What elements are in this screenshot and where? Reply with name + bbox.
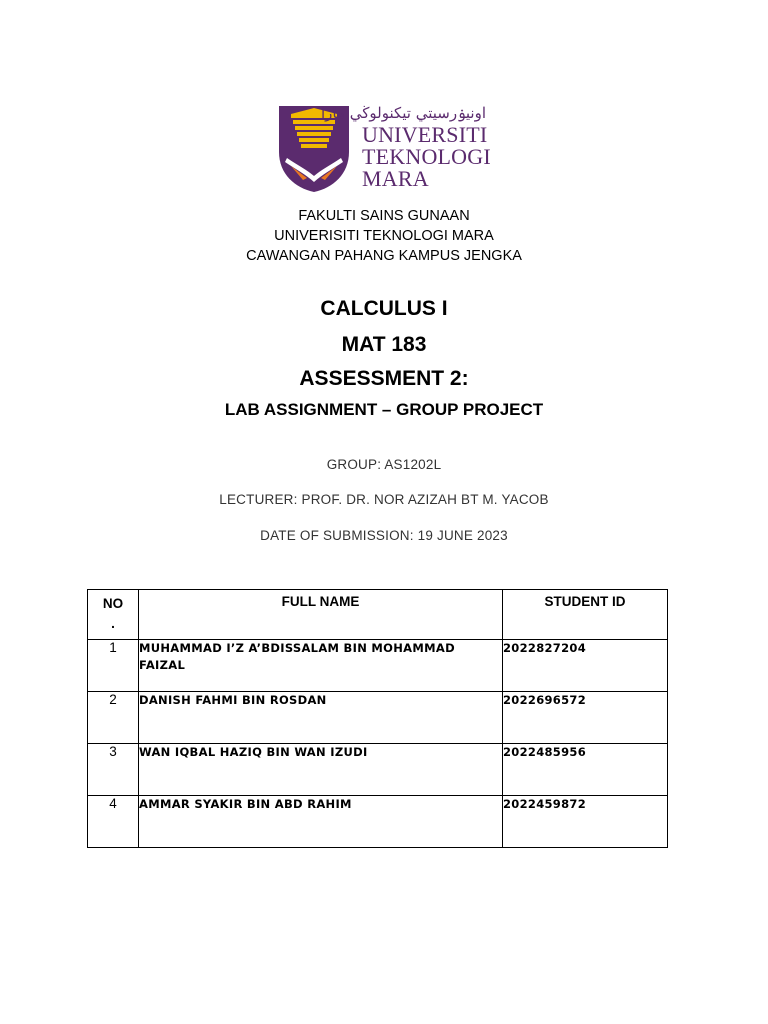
university-name: UNIVERISITI TEKNOLOGI MARA <box>274 228 494 244</box>
student-id: 2022459872 <box>503 796 668 848</box>
row-number: 4 <box>88 796 139 848</box>
table-row <box>88 640 668 692</box>
table-header-row <box>88 590 668 640</box>
assignment-subtitle: LAB ASSIGNMENT – GROUP PROJECT <box>224 400 544 419</box>
header-full-name: FULL NAME <box>139 590 503 640</box>
row-number: 2 <box>88 692 139 744</box>
member-table <box>87 589 668 848</box>
jawi-university-name: اونيۏرسيتي تيكنولوڬي مارا <box>320 104 486 122</box>
assessment-title: ASSESSMENT 2: <box>299 367 469 390</box>
submission-date: DATE OF SUBMISSION: 19 JUNE 2023 <box>260 528 508 543</box>
table-row <box>88 692 668 744</box>
university-wordmark <box>362 124 491 190</box>
header-student-id: STUDENT ID <box>503 590 668 640</box>
wordmark-line-2: TEKNOLOGI <box>362 144 491 169</box>
faculty-name: FAKULTI SAINS GUNAAN <box>298 208 470 224</box>
row-number: 1 <box>88 640 139 692</box>
lecturer-info: LECTURER: PROF. DR. NOR AZIZAH BT M. YACOB <box>219 492 549 507</box>
course-title: CALCULUS I <box>320 297 448 320</box>
course-code: MAT 183 <box>341 333 427 356</box>
group-info: GROUP: AS1202L <box>326 457 442 472</box>
wordmark-line-3: MARA <box>362 166 429 191</box>
member-name: WAN IQBAL HAZIQ BIN WAN IZUDI <box>139 744 503 796</box>
member-name: AMMAR SYAKIR BIN ABD RAHIM <box>139 796 503 848</box>
row-number: 3 <box>88 744 139 796</box>
student-id: 2022485956 <box>503 744 668 796</box>
wordmark-line-1: UNIVERSITI <box>362 122 488 147</box>
member-name: DANISH FAHMI BIN ROSDAN <box>139 692 503 744</box>
header-no-label: NO . <box>102 596 124 631</box>
table-row <box>88 796 668 848</box>
campus-name: CAWANGAN PAHANG KAMPUS JENGKA <box>246 248 522 264</box>
header-no <box>88 590 139 640</box>
student-id: 2022827204 <box>503 640 668 692</box>
faculty-block <box>0 206 768 266</box>
table-row <box>88 744 668 796</box>
member-name: MUHAMMAD I’Z A’BDISSALAM BIN MOHAMMAD FAIZAL <box>139 640 503 692</box>
student-id: 2022696572 <box>503 692 668 744</box>
